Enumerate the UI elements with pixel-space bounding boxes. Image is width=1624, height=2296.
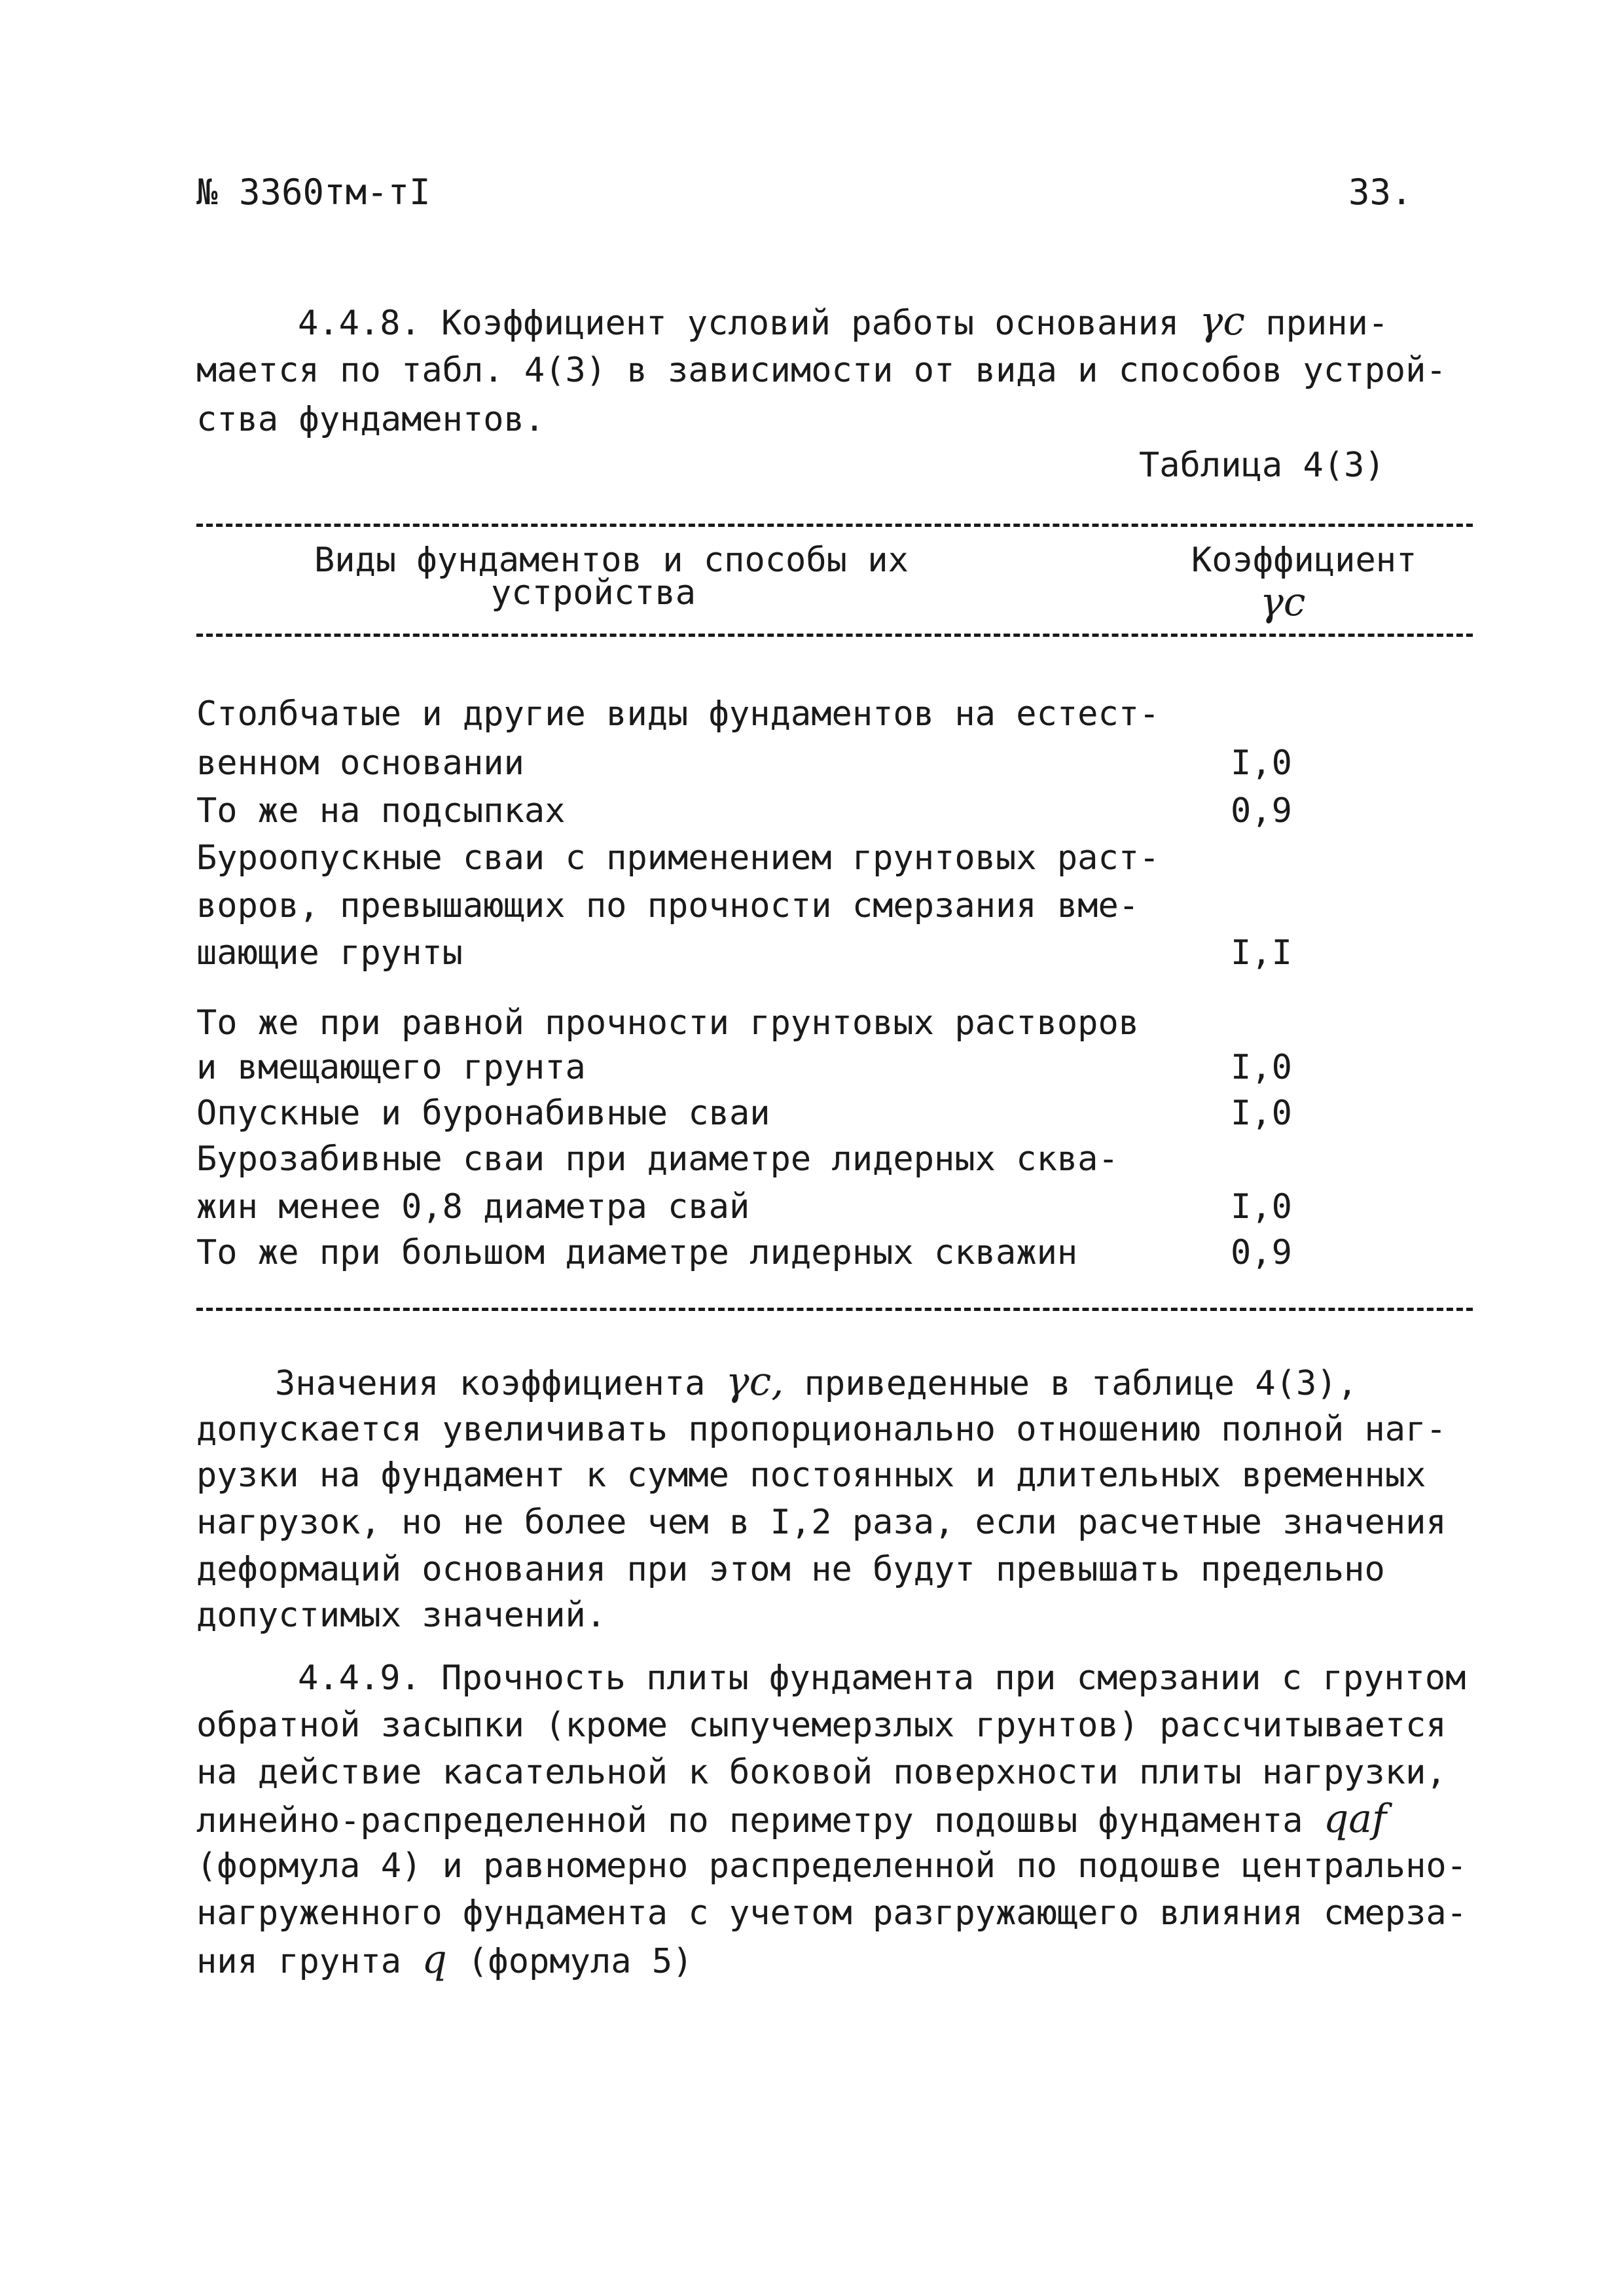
col2-header: Коэффициент: [1191, 541, 1417, 580]
document-number: № 3360тм-тI: [196, 171, 431, 213]
col1-header-line-2: устройства: [491, 573, 696, 613]
table-top-rule: [196, 524, 1473, 527]
page-number: 33.: [1348, 171, 1413, 213]
intro-line-1-tail: прини-: [1265, 304, 1389, 343]
intro-line-2: мается по табл. 4(3) в зависимости от вида и способов устрой-: [196, 351, 1447, 390]
row-value: I,0: [1231, 1048, 1292, 1087]
col1-header-line-1: Виды фундаментов и способы их: [314, 541, 909, 580]
row-value: I,0: [1231, 1094, 1292, 1133]
intro-line-1: 4.4.8. Коэффициент условий работы основания: [298, 304, 1180, 343]
row-value: I,0: [1231, 1187, 1292, 1227]
col2-header-symbol: γc: [1260, 579, 1306, 625]
gamma-c-symbol: γc,: [725, 1359, 784, 1405]
table-caption: Таблица 4(3): [1139, 446, 1385, 485]
q-af-symbol: qaf: [1323, 1796, 1387, 1842]
q-symbol: q: [422, 1937, 447, 1982]
row-value: I,I: [1231, 933, 1292, 973]
table-header-rule: [196, 634, 1473, 637]
row-value: 0,9: [1231, 791, 1292, 831]
row-value: I,0: [1231, 744, 1292, 783]
intro-line-3: ства фундаментов.: [196, 400, 545, 439]
row-value: 0,9: [1231, 1233, 1292, 1272]
table-bottom-rule: [196, 1308, 1473, 1311]
gamma-c-symbol: γc: [1199, 298, 1245, 344]
